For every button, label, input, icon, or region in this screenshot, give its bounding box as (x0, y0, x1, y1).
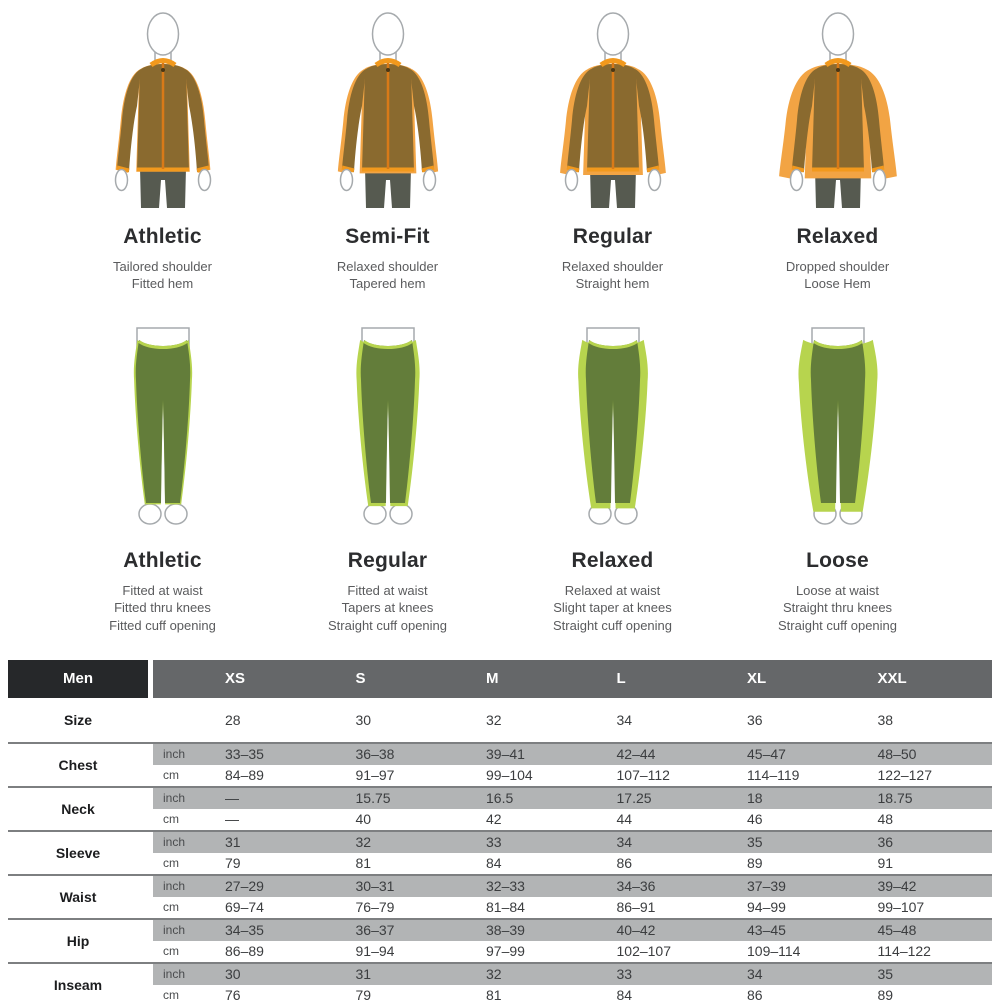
measure-value-cell: — (225, 790, 239, 807)
fit-desc-line: Tapers at knees (341, 600, 434, 616)
size-column-header-xxl: XXL (877, 670, 907, 688)
measure-value-cell: 18 (747, 790, 763, 807)
size-column-header-s: S (355, 670, 366, 688)
unit-row-sleeve-cm (153, 853, 992, 874)
unit-row-waist-inch (153, 876, 992, 897)
measure-value-cell: 42 (486, 811, 502, 828)
measure-bands (153, 788, 992, 830)
measure-value-cell: 81 (355, 855, 372, 872)
fit-desc-line: Fitted at waist (122, 583, 203, 599)
table-body (8, 698, 992, 1006)
table-group-sleeve (8, 830, 992, 874)
pants-illustration (313, 326, 463, 534)
unit-row-neck-cm (153, 809, 992, 830)
measure-value-cell: 36–37 (355, 922, 395, 939)
measure-bands (153, 920, 992, 962)
fit-figure-pants-regular (275, 326, 500, 633)
measure-value-cell: 89 (877, 987, 894, 1004)
measure-value-cell: 97–99 (486, 943, 525, 960)
measure-value-cell: 91–94 (355, 943, 395, 960)
row-label-waist: Waist (8, 876, 148, 918)
unit-row-waist-cm (153, 897, 992, 918)
fit-name: Loose (806, 549, 869, 573)
fit-name: Regular (347, 549, 428, 573)
unit-row-inseam-cm (153, 985, 992, 1006)
zipper-pull (836, 68, 840, 72)
size-value-cell: 38 (877, 711, 894, 728)
fit-figure-jacket-athletic (50, 8, 275, 292)
measure-value-cell: 31 (225, 834, 241, 851)
measure-value-cell: 46 (747, 811, 763, 828)
measure-value-cell: 76 (225, 987, 241, 1004)
measure-value-cell: 16.5 (486, 790, 514, 807)
zipper-pull (611, 68, 615, 72)
fit-figure-jacket-relaxed (725, 8, 950, 292)
measure-value-cell: 39–41 (486, 746, 525, 763)
fit-desc-line: Dropped shoulder (785, 259, 890, 274)
zipper-pull (161, 68, 165, 72)
measure-value-cell: 32 (355, 834, 372, 851)
fit-name: Semi-Fit (345, 225, 430, 248)
measure-value-cell: 37–39 (747, 878, 786, 895)
measure-value-cell: 34–35 (225, 922, 264, 939)
table-group-inseam (8, 962, 992, 1006)
fit-figure-pants-relaxed (500, 326, 725, 633)
unit-label: cm (163, 768, 179, 783)
measure-value-cell: 84–89 (225, 767, 264, 784)
measure-value-cell: 114–122 (877, 943, 931, 960)
pants-shape (135, 340, 190, 503)
fit-desc-line: Straight cuff opening (327, 617, 447, 633)
fit-description (500, 582, 725, 633)
pants-illustration (88, 326, 238, 534)
fit-description (500, 258, 725, 292)
unit-row-hip-cm (153, 941, 992, 962)
fit-description (275, 582, 500, 633)
unit-row-chest-inch (153, 744, 992, 765)
fit-figure-pants-loose (725, 326, 950, 633)
pants-illustration (538, 326, 688, 534)
measure-value-cell: 109–114 (747, 943, 801, 960)
pant-fit-figures (50, 326, 950, 633)
mens-size-table (8, 660, 992, 1006)
unit-label: cm (163, 812, 179, 827)
measure-value-cell: 34 (747, 966, 763, 983)
pants-shape (585, 340, 640, 503)
measure-value-cell: 45–47 (747, 746, 786, 763)
unit-row-neck-inch (153, 788, 992, 809)
measure-value-cell: 76–79 (355, 899, 395, 916)
measure-value-cell: 33–35 (225, 746, 264, 763)
shorts-shape (365, 168, 411, 208)
row-label-inseam: Inseam (8, 964, 148, 1006)
unit-row-hip-inch (153, 920, 992, 941)
zipper-pull (386, 68, 390, 72)
fit-description (275, 258, 500, 292)
measure-value-cell: 79 (355, 987, 372, 1004)
measure-value-cell: 31 (355, 966, 372, 983)
table-group-chest (8, 742, 992, 786)
pants-illustration (763, 326, 913, 534)
size-value-cell: 28 (225, 711, 241, 728)
row-label-size: Size (8, 698, 148, 742)
measure-value-cell: 94–99 (747, 899, 786, 916)
jacket-illustration (88, 8, 238, 210)
fit-description (50, 582, 275, 633)
measure-value-cell: 114–119 (747, 767, 800, 784)
fit-name: Relaxed (571, 549, 654, 573)
fit-desc-line: Straight hem (575, 276, 650, 292)
table-group-neck (8, 786, 992, 830)
measure-bands (153, 832, 992, 874)
size-column-header-xs: XS (225, 670, 246, 688)
measure-value-cell: 15.75 (355, 790, 391, 807)
measure-value-cell: 48–50 (877, 746, 917, 763)
unit-label: inch (163, 835, 186, 850)
measure-value-cell: 30 (225, 966, 241, 983)
measure-value-cell: 45–48 (877, 922, 917, 939)
measure-value-cell: 39–42 (877, 878, 917, 895)
measure-value-cell: 44 (616, 811, 633, 828)
measure-value-cell: 84 (616, 987, 633, 1004)
unit-row-inseam-inch (153, 964, 992, 985)
measure-value-cell: 35 (877, 966, 894, 983)
size-column-header-l: L (616, 670, 626, 688)
measure-value-cell: 30–31 (355, 878, 395, 895)
size-value-cell: 34 (616, 711, 633, 728)
jacket-illustration (763, 8, 913, 210)
measure-value-cell: 33 (486, 834, 502, 851)
table-corner-men: Men (8, 660, 148, 698)
fit-figure-jacket-regular (500, 8, 725, 292)
fit-desc-line: Relaxed shoulder (336, 259, 439, 274)
fit-desc-line: Tapered hem (349, 276, 426, 292)
measure-value-cell: 89 (747, 855, 763, 872)
measure-value-cell: 40–42 (616, 922, 656, 939)
unit-label: inch (163, 747, 186, 762)
measure-bands (153, 744, 992, 786)
unit-label: inch (163, 879, 186, 894)
fit-desc-line: Relaxed shoulder (561, 259, 664, 274)
measure-value-cell: 27–29 (225, 878, 264, 895)
fit-desc-line: Slight taper at knees (553, 600, 672, 616)
measure-value-cell: 48 (877, 811, 894, 828)
fit-name: Relaxed (796, 225, 879, 248)
fit-desc-line: Straight cuff opening (777, 617, 897, 633)
measure-value-cell: 99–104 (486, 767, 533, 784)
measure-value-cell: 40 (355, 811, 372, 828)
jacket-fit-figures (50, 0, 950, 292)
measure-value-cell: 36 (877, 834, 894, 851)
fit-desc-line: Fitted thru knees (114, 600, 211, 616)
pants-shape (810, 340, 865, 503)
shorts-shape (140, 168, 186, 208)
fit-figure-jacket-semi-fit (275, 8, 500, 292)
measure-value-cell: 38–39 (486, 922, 525, 939)
size-column-header-xl: XL (747, 670, 767, 688)
feet-outline (364, 504, 412, 524)
measure-value-cell: 107–112 (616, 767, 670, 784)
measure-bands (153, 876, 992, 918)
unit-label: cm (163, 988, 179, 1003)
size-value-cell: 32 (486, 711, 502, 728)
table-header-row (8, 660, 992, 698)
unit-row-chest-cm (153, 765, 992, 786)
measure-value-cell: 122–127 (877, 767, 933, 784)
unit-label: inch (163, 791, 186, 806)
measure-value-cell: 91–97 (355, 767, 395, 784)
measure-value-cell: — (225, 811, 239, 828)
measure-value-cell: 17.25 (616, 790, 652, 807)
fit-desc-line: Fitted cuff opening (109, 617, 216, 633)
row-label-sleeve: Sleeve (8, 832, 148, 874)
measure-value-cell: 33 (616, 966, 633, 983)
measure-value-cell: 86–91 (616, 899, 656, 916)
size-header-band (153, 660, 992, 698)
fit-description (725, 582, 950, 633)
unit-label: cm (163, 900, 179, 915)
measure-value-cell: 91 (877, 855, 894, 872)
measure-value-cell: 36–38 (355, 746, 395, 763)
size-values-band (153, 698, 992, 742)
row-label-chest: Chest (8, 744, 148, 786)
measure-value-cell: 34 (616, 834, 633, 851)
fit-desc-line: Straight cuff opening (552, 617, 672, 633)
unit-label: cm (163, 856, 179, 871)
size-column-header-m: M (486, 670, 499, 688)
measure-value-cell: 32–33 (486, 878, 525, 895)
fit-name: Athletic (123, 549, 202, 573)
measure-value-cell: 99–107 (877, 899, 925, 916)
fit-desc-line: Loose at waist (795, 583, 880, 599)
fit-desc-line: Fitted hem (131, 276, 194, 292)
feet-outline (139, 504, 187, 524)
measure-value-cell: 84 (486, 855, 502, 872)
fit-desc-line: Relaxed at waist (564, 583, 661, 599)
fit-description (725, 258, 950, 292)
measure-value-cell: 81 (486, 987, 502, 1004)
table-group-hip (8, 918, 992, 962)
fit-name: Regular (572, 225, 653, 248)
measure-value-cell: 86 (616, 855, 633, 872)
measure-value-cell: 86 (747, 987, 763, 1004)
fit-name: Athletic (123, 225, 202, 248)
fit-figure-pants-athletic (50, 326, 275, 633)
size-value-cell: 30 (355, 711, 372, 728)
measure-value-cell: 35 (747, 834, 763, 851)
measure-value-cell: 42–44 (616, 746, 656, 763)
row-label-neck: Neck (8, 788, 148, 830)
fit-description (50, 258, 275, 292)
fit-desc-line: Straight thru knees (782, 600, 893, 616)
row-label-hip: Hip (8, 920, 148, 962)
unit-label: inch (163, 967, 186, 982)
unit-label: cm (163, 944, 179, 959)
jacket-illustration (538, 8, 688, 210)
fit-desc-line: Loose Hem (804, 276, 871, 292)
size-value-cell: 36 (747, 711, 763, 728)
measure-value-cell: 18.75 (877, 790, 913, 807)
fit-desc-line: Fitted at waist (347, 583, 428, 599)
measure-value-cell: 43–45 (747, 922, 786, 939)
pants-shape (360, 340, 415, 503)
table-row-size (8, 698, 992, 742)
measure-value-cell: 32 (486, 966, 502, 983)
jacket-illustration (313, 8, 463, 210)
measure-value-cell: 81–84 (486, 899, 525, 916)
unit-label: inch (163, 923, 186, 938)
measure-value-cell: 86–89 (225, 943, 264, 960)
measure-value-cell: 102–107 (616, 943, 672, 960)
fit-desc-line: Tailored shoulder (112, 259, 212, 274)
table-group-waist (8, 874, 992, 918)
measure-value-cell: 79 (225, 855, 241, 872)
measure-value-cell: 69–74 (225, 899, 264, 916)
unit-row-sleeve-inch (153, 832, 992, 853)
measure-bands (153, 964, 992, 1006)
measure-value-cell: 34–36 (616, 878, 656, 895)
